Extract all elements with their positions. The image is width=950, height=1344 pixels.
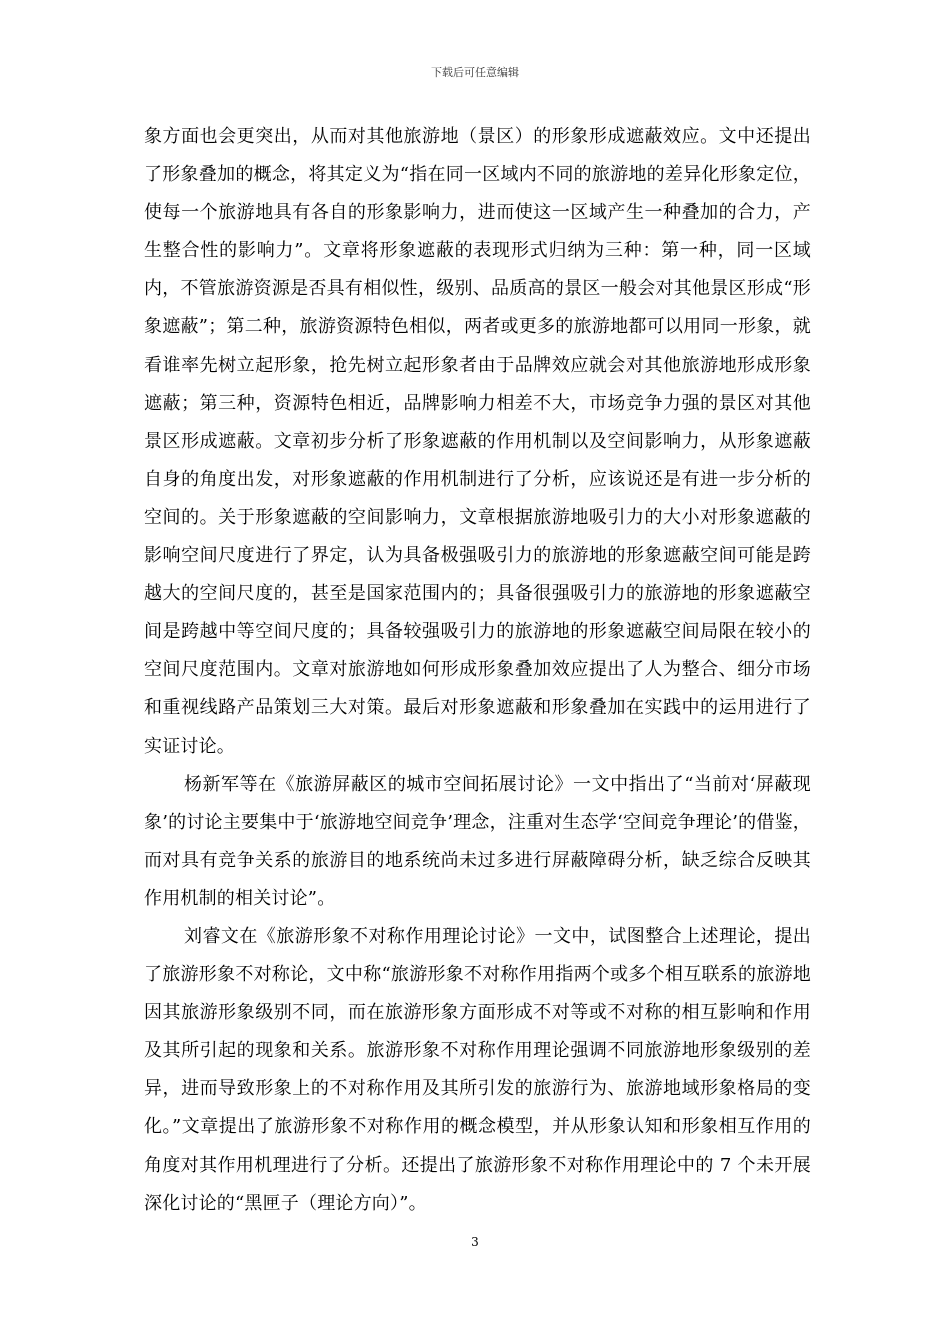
page-header: 下载后可任意编辑 bbox=[431, 66, 519, 79]
paragraph-1: 象方面也会更突出，从而对其他旅游地（景区）的形象形成遮蔽效应。文中还提出了形象叠加的概念，将其定义为“指在同一区域内不同的旅游地的差异化形象定位，使每一个旅游地具有各自的形象影响力，进而使这一区域产生一种叠加的合力，产生整合性的影响力”。文章将形象遮蔽的表现形式归纳为三种：第一种，同一区域内，不管旅游资源是否具有相似性，级别、品质高的景区一般会对其他景区形成“形象遮蔽”；第二种，旅游资源特色相似，两者或更多的旅游地都可以用同一形象，就看谁率先树立起形象，抢先树立起形象者由于品牌效应就会对其他旅游地形成形象遮蔽；第三种，资源特色相近，品牌影响力相差不大，市场竞争力强的景区对其他景区形成遮蔽。文章初步分析了形象遮蔽的作用机制以及空间影响力，从形象遮蔽自身的角度出发，对形象遮蔽的作用机制进行了分析，应该说还是有进一步分析的空间的。关于形象遮蔽的空间影响力，文章根据旅游地吸引力的大小对形象遮蔽的影响空间尺度进行了界定，认为具备极强吸引力的旅游地的形象遮蔽空间可能是跨越大的空间尺度的，甚至是国家范围内的；具备很强吸引力的旅游地的形象遮蔽空间是跨越中等空间尺度的；具备较强吸引力的旅游地的形象遮蔽空间局限在较小的空间尺度范围内。文章对旅游地如何形成形象叠加效应提出了人为整合、细分市场和重视线路产品策划三大对策。最后对形象遮蔽和形象叠加在实践中的运用进行了实证讨论。 bbox=[144, 126, 811, 757]
page-number: 3 bbox=[471, 1235, 479, 1249]
document-body bbox=[144, 118, 811, 1223]
paragraph-2: 杨新军等在《旅游屏蔽区的城市空间拓展讨论》一文中指出了“当前对‘屏蔽现象’的讨论主要集中于‘旅游地空间竞争’理念，注重对生态学‘空间竞争理论’的借鉴，而对具有竞争关系的旅游目的地系统尚未过多进行屏蔽障碍分析，缺乏综合反映其作用机制的相关讨论”。 bbox=[144, 773, 811, 909]
paragraph-3: 刘睿文在《旅游形象不对称作用理论讨论》一文中，试图整合上述理论，提出了旅游形象不对称论，文中称“旅游形象不对称作用指两个或多个相互联系的旅游地因其旅游形象级别不同，而在旅游形象方面形成不对等或不对称的相互影响和作用及其所引起的现象和关系。旅游形象不对称作用理论强调不同旅游地形象级别的差异，进而导致形象上的不对称作用及其所引发的旅游行为、旅游地域形象格局的变化。”文章提出了旅游形象不对称作用的概念模型，并从形象认知和形象相互作用的角度对其作用机理进行了分析。还提出了旅游形象不对称作用理论中的 7 个未开展深化讨论的“黑匣子（理论方向）”。 bbox=[144, 925, 811, 1214]
